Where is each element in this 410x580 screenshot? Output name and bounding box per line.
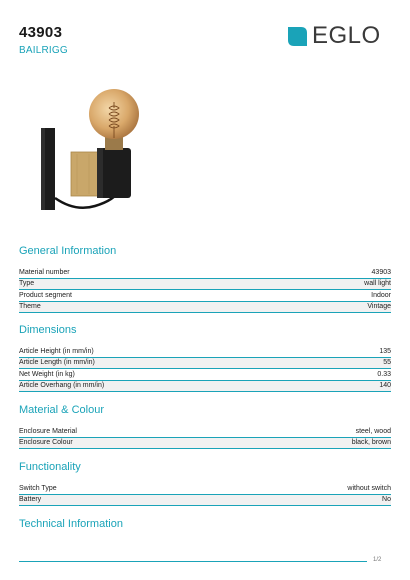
logo-text: EGLO xyxy=(312,22,381,49)
eglo-logo xyxy=(288,22,381,49)
footer-divider xyxy=(19,561,367,562)
section-title: Dimensions xyxy=(19,324,77,336)
spec-row xyxy=(19,346,391,358)
eglo-logo-icon xyxy=(288,27,307,46)
spec-value: No xyxy=(382,496,391,503)
spec-row xyxy=(19,279,391,291)
spec-row xyxy=(19,495,391,507)
page-number: 1/2 xyxy=(373,557,382,563)
spec-row xyxy=(19,369,391,381)
product-name: BAILRIGG xyxy=(19,45,68,56)
spec-table xyxy=(19,267,391,313)
spec-label: Enclosure Colour xyxy=(19,439,73,446)
spec-label: Article Overhang (in mm/in) xyxy=(19,382,105,389)
section-dimensions xyxy=(19,323,391,392)
section-title: Technical Information xyxy=(19,518,123,530)
spec-label: Material number xyxy=(19,268,70,276)
spec-label: Net Weight (in kg) xyxy=(19,370,75,378)
spec-label: Article Height (in mm/in) xyxy=(19,347,94,355)
spec-label: Product segment xyxy=(19,291,72,299)
spec-label: Type xyxy=(19,280,35,287)
spec-row xyxy=(19,381,391,393)
spec-row xyxy=(19,267,391,279)
spec-value: 0.33 xyxy=(377,370,391,378)
spec-row xyxy=(19,483,391,495)
spec-value: 135 xyxy=(379,347,391,355)
section-functionality xyxy=(19,460,391,506)
spec-value: 55 xyxy=(383,359,391,366)
spec-row xyxy=(19,438,391,450)
section-title: Material & Colour xyxy=(19,404,104,416)
spec-value: 140 xyxy=(379,382,391,389)
spec-label: Switch Type xyxy=(19,484,57,492)
spec-row xyxy=(19,426,391,438)
section-title: Functionality xyxy=(19,461,81,473)
spec-table xyxy=(19,483,391,506)
spec-value: without switch xyxy=(347,484,391,492)
spec-table xyxy=(19,346,391,392)
spec-label: Article Length (in mm/in) xyxy=(19,359,95,366)
section-title: General Information xyxy=(19,245,117,257)
spec-value: black, brown xyxy=(351,439,391,446)
spec-value: wall light xyxy=(364,280,391,287)
spec-row xyxy=(19,358,391,370)
product-number: 43903 xyxy=(19,24,63,41)
spec-table xyxy=(19,426,391,449)
spec-row xyxy=(19,302,391,314)
spec-label: Battery xyxy=(19,496,42,503)
spec-label: Theme xyxy=(19,303,41,310)
spec-row xyxy=(19,290,391,302)
spec-label: Enclosure Material xyxy=(19,427,77,435)
spec-value: 43903 xyxy=(371,268,391,276)
section-material-colour xyxy=(19,403,391,449)
section-technical-information xyxy=(19,517,391,531)
spec-value: steel, wood xyxy=(355,427,391,435)
spec-value: Indoor xyxy=(371,291,391,299)
section-general-information xyxy=(19,244,391,313)
product-image xyxy=(35,86,165,226)
spec-value: Vintage xyxy=(367,303,391,310)
